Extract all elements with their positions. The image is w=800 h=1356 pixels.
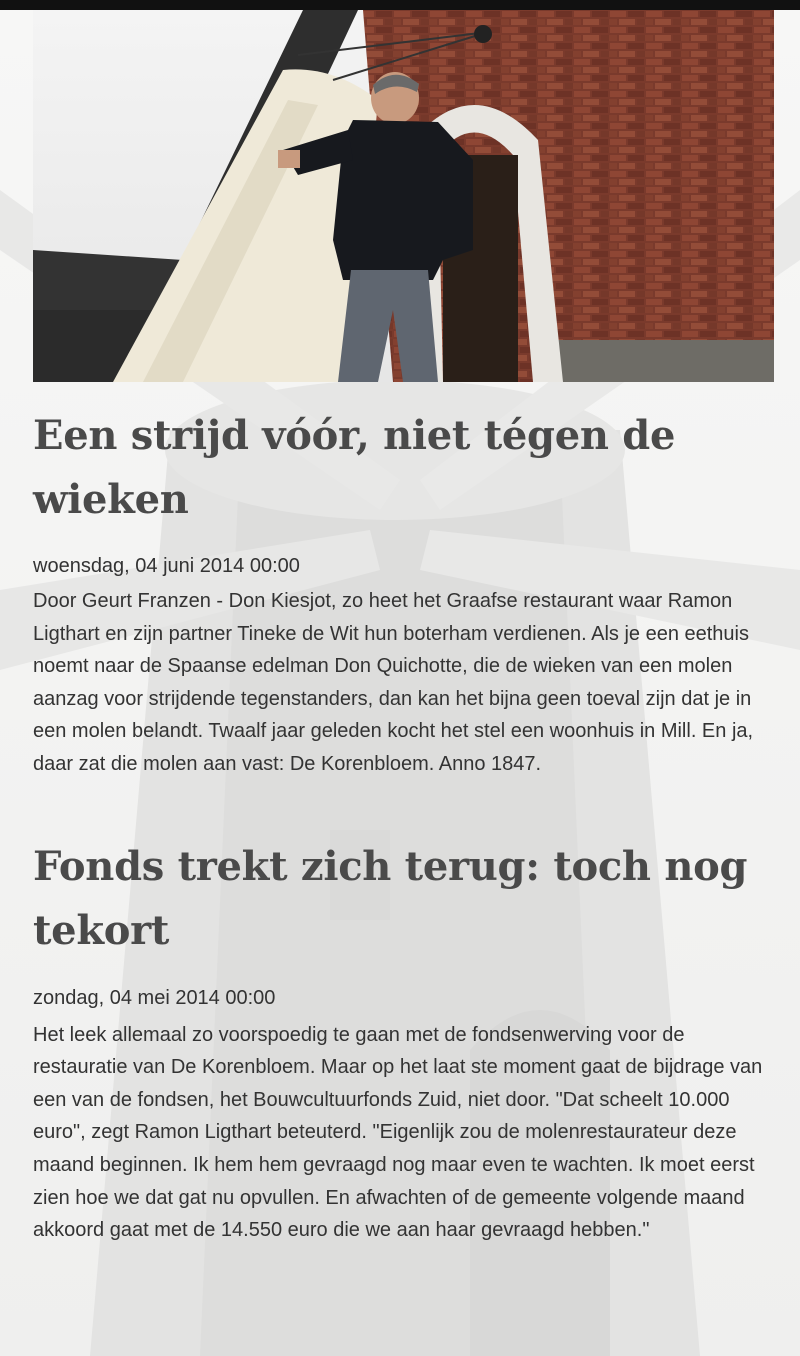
article-date: zondag, 04 mei 2014 00:00 <box>33 986 276 1009</box>
article-title-link[interactable]: Een strijd vóór, niet tégen de wieken <box>33 412 676 523</box>
status-bar <box>0 0 800 10</box>
article-date: woensdag, 04 juni 2014 00:00 <box>33 555 300 577</box>
article-title-link[interactable]: Fonds trekt zich terug: toch nog tekort <box>33 842 748 954</box>
page-content <box>0 10 800 1247</box>
article-intro-text: Het leek allemaal zo voorspoedig te gaan met de fondsenwerving voor de restauratie van De Korenbloem. Maar op het laat ste moment gaat de bijdrage van een van de fondsen, het Bouwcultuurfonds Zuid, niet door. "Dat scheelt 10.000 euro", zegt Ramon Ligthart beteuterd. "Eigenlijk zou de molenrestaurateur deze maand beginnen. Ik hem hem gevraagd nog maar even te wachten. Ik moet eerst zien hoe we dat gat nu opvullen. En afwachten of de gemeente volgende maand akkoord gaat met de 14.550 euro die we aan haar gevraagd hebben." <box>33 1023 763 1242</box>
article-intro-text: Door Geurt Franzen - Don Kiesjot, zo heet het Graafse restaurant waar Ramon Ligthart en zijn partner Tineke de Wit hun boterham verdienen. Als je een eethuis noemt naar de Spaanse edelman Don Quichotte, die de wieken van een molen aanzag voor strijdende tegenstanders, dan kan het bijna geen toeval zijn dat je in een molen belandt. Twaalf jaar geleden kocht het stel een woonhuis in Mill. En ja, daar zat die molen aan vast: De Korenbloem. Anno 1847. <box>33 590 754 775</box>
article-item <box>33 781 773 1247</box>
hero-image-miller-on-windmill <box>33 10 774 382</box>
article-item <box>33 382 773 781</box>
